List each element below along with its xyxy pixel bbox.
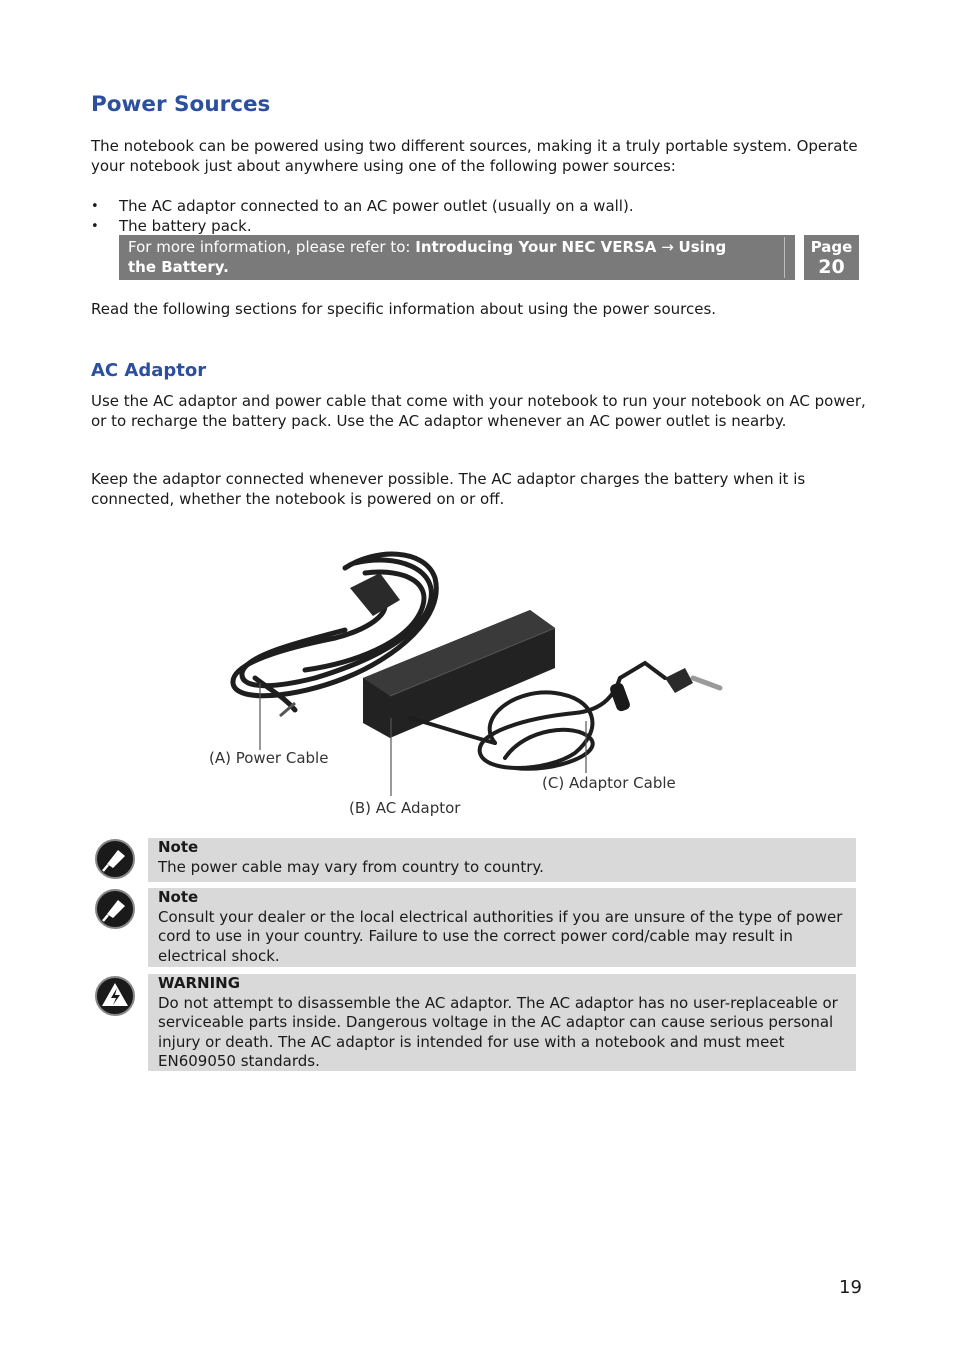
xref-page-number: 20 (818, 256, 845, 278)
xref-page-badge[interactable] (804, 235, 859, 280)
label-adaptor-cable: (C) Adaptor Cable (542, 774, 676, 792)
warning-text: Do not attempt to disassemble the AC adaptor. The AC adaptor has no user-replaceable or serviceable parts inside. Dangerous voltage in the AC adaptor can cause serious personal injury or death. The AC adaptor is intended for use with a notebook and must meet EN609050 standards. (158, 993, 838, 1070)
note-box-1 (148, 838, 856, 882)
adaptor-brick (363, 610, 555, 738)
page-number: 19 (839, 1277, 862, 1298)
ac-paragraph-2: Keep the adaptor connected whenever possible. The AC adaptor charges the battery when it is connected, whether the notebook is powered on or off. (91, 470, 806, 508)
note-pin-icon (94, 888, 136, 930)
note-box-2 (148, 888, 856, 967)
note-pin-icon (94, 838, 136, 880)
ac-paragraph-1: Use the AC adaptor and power cable that come with your notebook to run your notebook on AC power, or to recharge the battery pack. Use the AC adaptor whenever an AC power outlet is nearby. (91, 392, 866, 430)
section-heading-ac-adaptor: AC Adaptor (91, 360, 207, 381)
note-text: The power cable may vary from country to country. (158, 857, 544, 876)
list-item: • The AC adaptor connected to an AC power outlet (usually on a wall). (91, 197, 634, 217)
warning-title: WARNING (158, 974, 241, 992)
note-title: Note (158, 838, 199, 856)
xref-prefix: For more information, please refer to: (128, 238, 416, 256)
label-ac-adaptor: (B) AC Adaptor (349, 799, 461, 817)
page-title: Power Sources (91, 92, 271, 117)
warning-box (148, 974, 856, 1071)
warning-lightning-icon (94, 975, 136, 1017)
note-title: Note (158, 888, 199, 906)
power-source-list (91, 197, 634, 236)
cross-reference-box[interactable] (119, 235, 859, 280)
note-text: Consult your dealer or the local electrical authorities if you are unsure of the type of power cord to use in your country. Failure to use the correct power cord/cable may result in electrical shock. (158, 907, 843, 965)
intro-paragraph: The notebook can be powered using two different sources, making it a truly portable system. Operate your notebook just about anywhere using one of the following power sources: (91, 137, 858, 175)
xref-page-label: Page (810, 238, 853, 256)
list-item: • The battery pack. (91, 217, 634, 237)
sections-paragraph: Read the following sections for specific information about using the power sources. (91, 300, 717, 318)
label-power-cable: (A) Power Cable (209, 749, 329, 767)
xref-link[interactable]: Introducing Your NEC VERSA → Using the Battery. (128, 238, 727, 276)
ac-adaptor-figure (195, 528, 740, 828)
